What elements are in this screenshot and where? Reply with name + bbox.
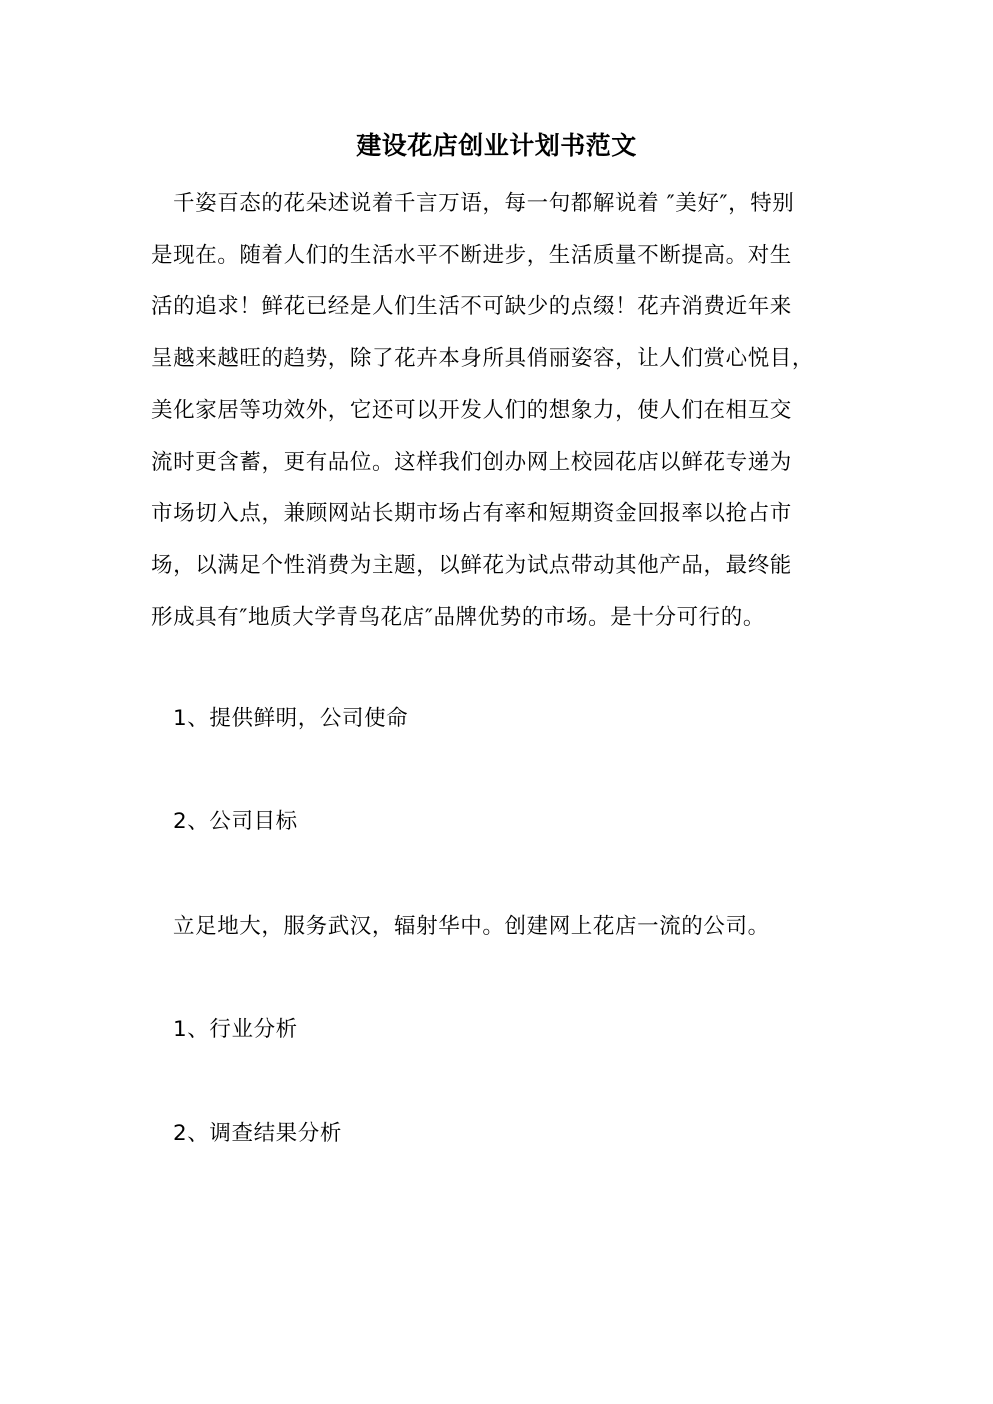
goals-statement: 立足地大，服务武汉，辐射华中。创建网上花店一流的公司。 <box>173 914 770 939</box>
paragraph-line: 千姿百态的花朵述说着千言万语，每一句都解说着 ″美好″，特别 <box>173 191 795 216</box>
paragraph-line: 活的追求！鲜花已经是人们生活不可缺少的点缀！花卉消费近年来 <box>151 294 792 320</box>
intro-paragraph <box>151 178 831 643</box>
document-title: 建设花店创业计划书范文 <box>356 131 637 160</box>
paragraph-line: 流时更含蓄，更有品位。这样我们创办网上校园花店以鲜花专递为 <box>151 449 792 475</box>
paragraph-line: 呈越来越旺的趋势，除了花卉本身所具俏丽姿容，让人们赏心悦目， <box>151 346 815 372</box>
section-heading-industry-analysis: 1、行业分析 <box>173 1017 298 1042</box>
section-heading-survey-analysis: 2、调查结果分析 <box>173 1121 342 1146</box>
paragraph-line: 形成具有″地质大学青鸟花店″品牌优势的市场。是十分可行的。 <box>151 604 765 630</box>
paragraph-line: 美化家居等功效外，它还可以开发人们的想象力，使人们在相互交 <box>151 397 792 423</box>
paragraph-line: 是现在。随着人们的生活水平不断进步，生活质量不断提高。对生 <box>151 242 792 268</box>
section-heading-mission: 1、提供鲜明，公司使命 <box>173 706 409 731</box>
paragraph-line: 市场切入点，兼顾网站长期市场占有率和短期资金回报率以抢占市 <box>151 501 792 527</box>
section-heading-goals: 2、公司目标 <box>173 809 298 834</box>
paragraph-line: 场，以满足个性消费为主题，以鲜花为试点带动其他产品，最终能 <box>151 552 792 578</box>
